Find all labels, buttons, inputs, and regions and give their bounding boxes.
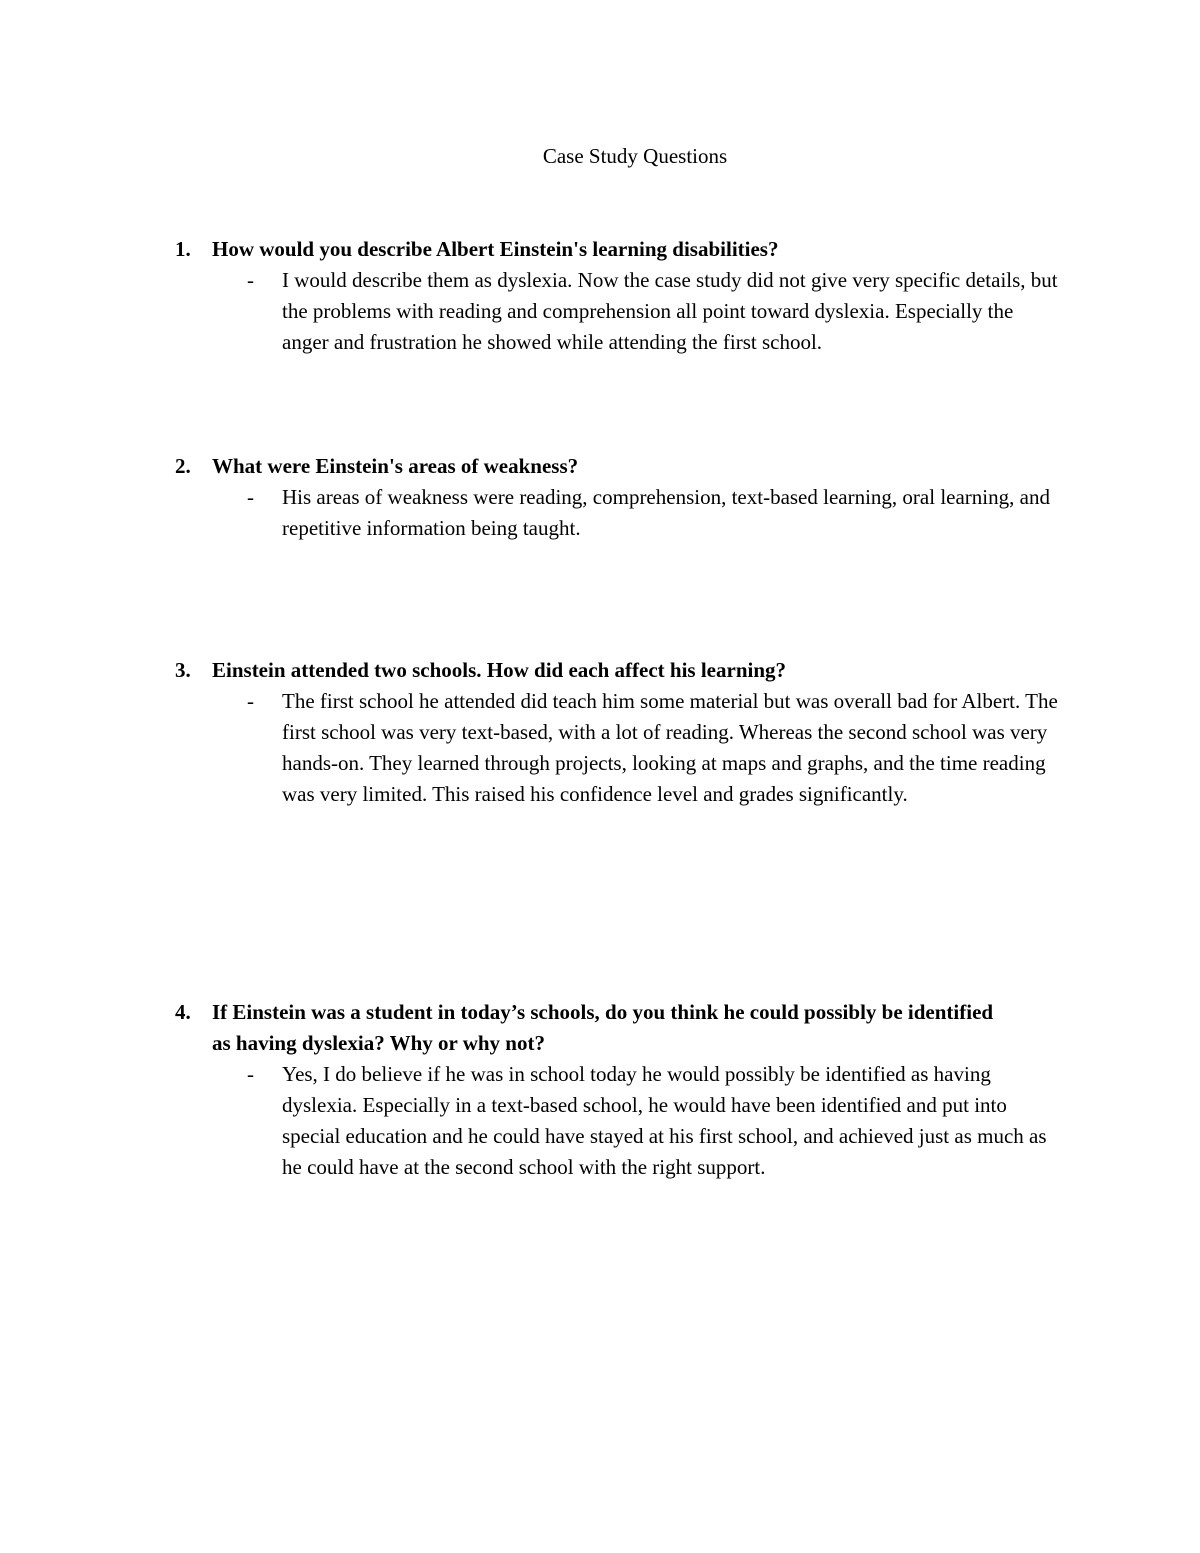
question-item-2 [175,451,1050,544]
question-item-4 [175,997,1047,1183]
question-item-3 [175,655,1058,810]
answer-block [175,1059,1047,1183]
answer-text: His areas of weakness were reading, comprehension, text-based learning, oral learning, and repetitive information being taught. [282,485,1050,540]
answer-text: I would describe them as dyslexia. Now the case study did not give very specific details, but the problems with reading and comprehension all point toward dyslexia. Especially the anger and frustration he showed while attending the first school. [282,268,1058,354]
question-heading [175,234,1035,265]
answer-bullet: - [247,268,254,292]
question-text: What were Einstein's areas of weakness? [212,454,579,478]
question-heading [175,997,1035,1059]
question-heading [175,655,1035,686]
question-text: How would you describe Albert Einstein's learning disabilities? [212,237,779,261]
question-number: 3. [175,658,191,682]
answer-block [175,482,1050,544]
answer-text: Yes, I do believe if he was in school today he would possibly be identified as having dyslexia. Especially in a text-based school, he would have been identified and put into special education and he could have stayed at his first school, and achieved just as much as he could have at the second school with the right support. [282,1062,1047,1179]
answer-block [175,686,1058,810]
document-title: Case Study Questions [542,144,728,168]
question-number: 4. [175,1000,191,1024]
answer-block [175,265,1058,358]
question-number: 1. [175,237,191,261]
question-number: 2. [175,454,191,478]
question-text: If Einstein was a student in today’s schools, do you think he could possibly be identified as having dyslexia? Why or why not? [212,1000,994,1055]
question-heading [175,451,1035,482]
answer-bullet: - [247,1062,254,1086]
answer-text: The first school he attended did teach him some material but was overall bad for Albert. The first school was very text-based, with a lot of reading. Whereas the second school was very hands-on. They learned through projects, looking at maps and graphs, and the time reading was very limited. This raised his confidence level and grades significantly. [282,689,1058,806]
question-item-1 [175,234,1058,358]
question-text: Einstein attended two schools. How did each affect his learning? [212,658,787,682]
answer-bullet: - [247,689,254,713]
answer-bullet: - [247,485,254,509]
